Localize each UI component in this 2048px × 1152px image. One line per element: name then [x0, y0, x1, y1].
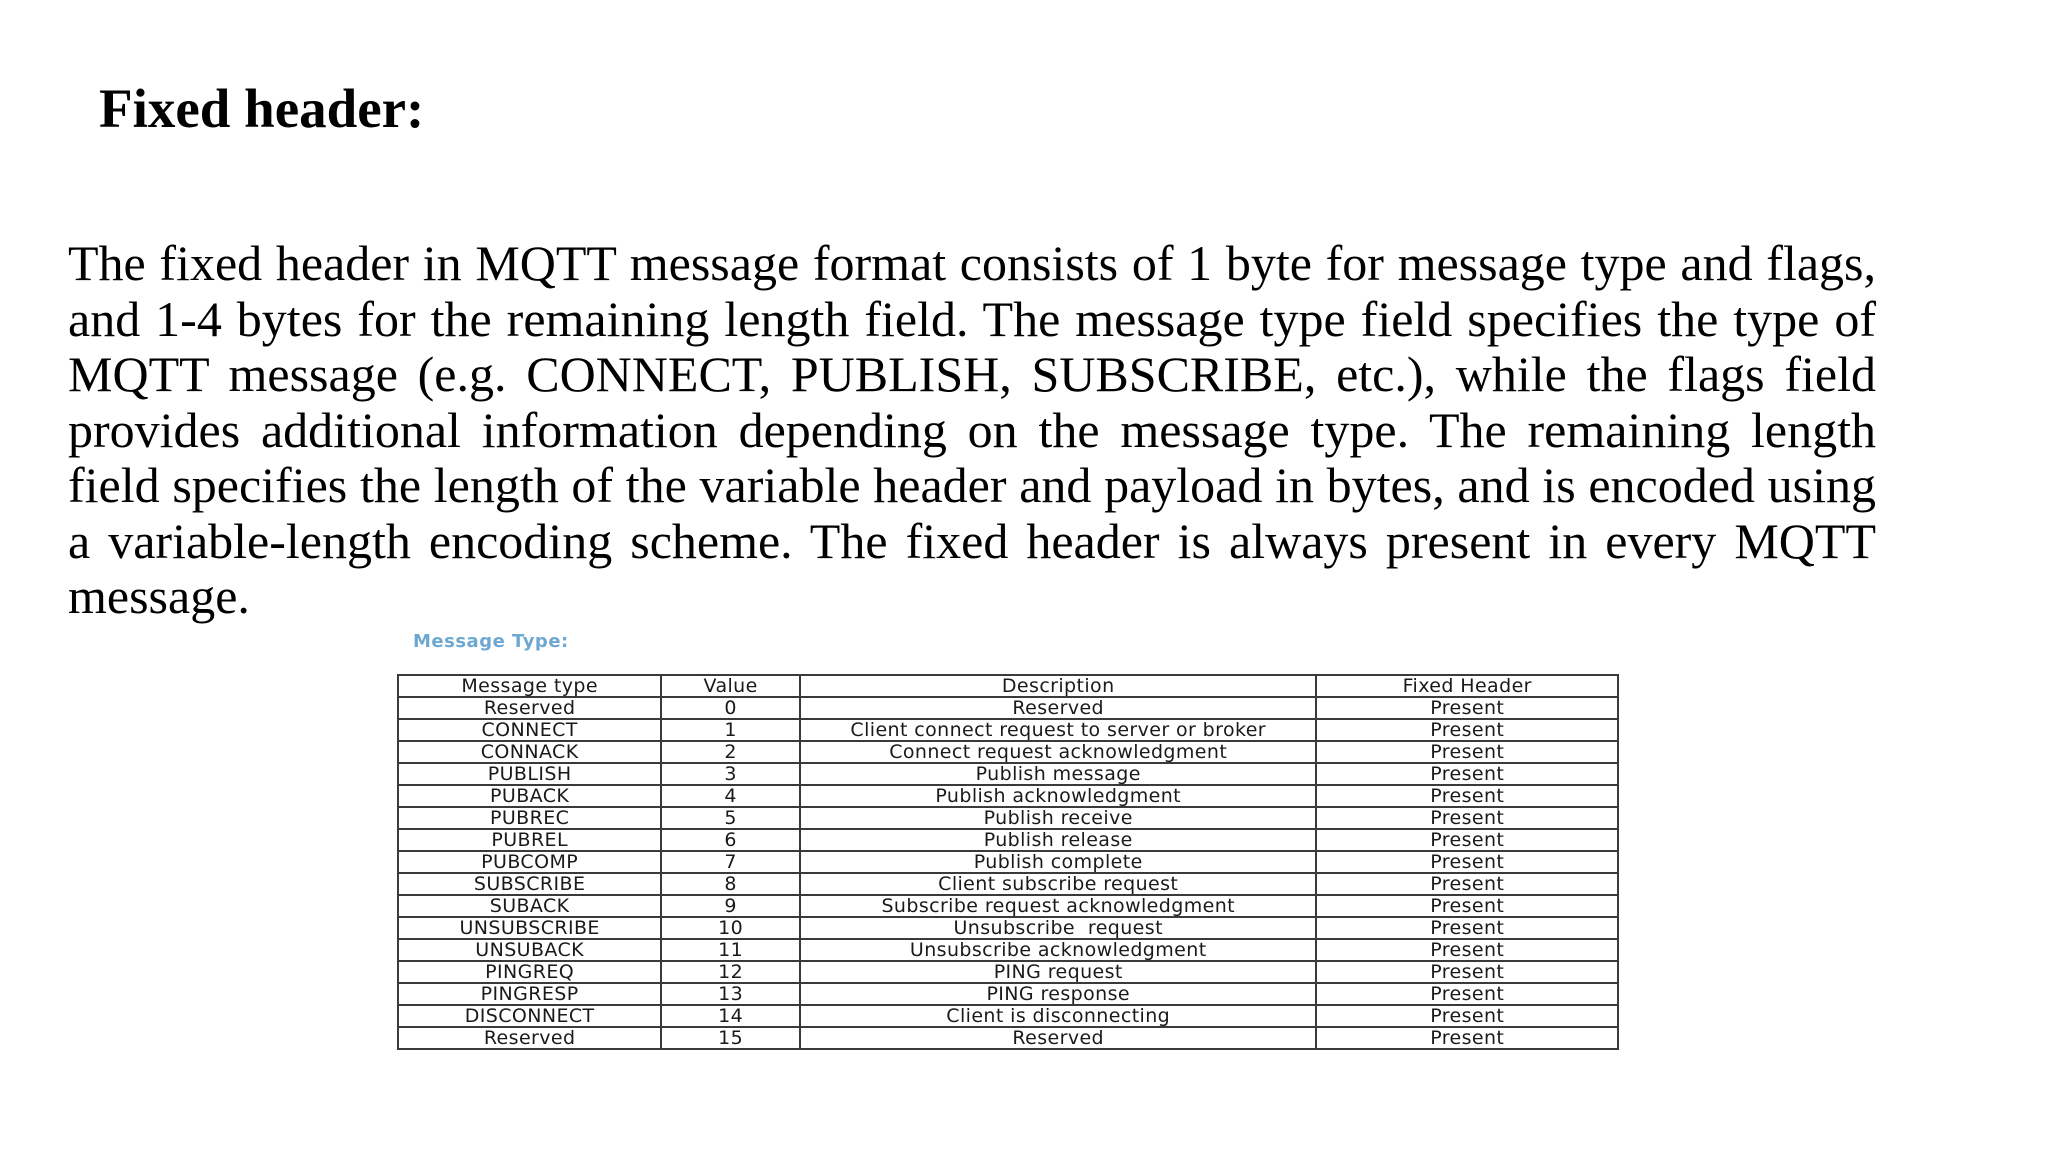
table-row: [398, 873, 1618, 895]
cell-description: PING request: [800, 961, 1317, 983]
table-row: [398, 939, 1618, 961]
cell-fixed-header: Present: [1316, 719, 1618, 741]
cell-message-type: Reserved: [398, 1027, 661, 1049]
cell-fixed-header: Present: [1316, 851, 1618, 873]
cell-message-type: CONNECT: [398, 719, 661, 741]
cell-description: Publish complete: [800, 851, 1317, 873]
cell-fixed-header: Present: [1316, 873, 1618, 895]
table-row: [398, 697, 1618, 719]
cell-fixed-header: Present: [1316, 939, 1618, 961]
cell-description: PING response: [800, 983, 1317, 1005]
cell-message-type: DISCONNECT: [398, 1005, 661, 1027]
cell-value: 6: [661, 829, 800, 851]
cell-description: Publish message: [800, 763, 1317, 785]
cell-message-type: PUBLISH: [398, 763, 661, 785]
table-row: [398, 785, 1618, 807]
cell-message-type: UNSUBSCRIBE: [398, 917, 661, 939]
cell-value: 15: [661, 1027, 800, 1049]
table-row: [398, 1027, 1618, 1049]
cell-value: 0: [661, 697, 800, 719]
slide-title: Fixed header:: [99, 78, 425, 139]
cell-fixed-header: Present: [1316, 1027, 1618, 1049]
table-row: [398, 983, 1618, 1005]
cell-fixed-header: Present: [1316, 917, 1618, 939]
cell-fixed-header: Present: [1316, 697, 1618, 719]
cell-description: Unsubscribe request: [800, 917, 1317, 939]
table-caption: Message Type:: [413, 631, 569, 652]
table-row: [398, 741, 1618, 763]
message-type-table: [397, 674, 1619, 1050]
cell-value: 5: [661, 807, 800, 829]
header-value: Value: [661, 675, 800, 697]
cell-message-type: PUBREL: [398, 829, 661, 851]
table-header-row: [398, 675, 1618, 697]
cell-description: Publish receive: [800, 807, 1317, 829]
cell-message-type: Reserved: [398, 697, 661, 719]
body-paragraph: The fixed header in MQTT message format consists of 1 byte for message type and flags, and 1-4 bytes for the remaining length field. The message type field specifies the type of MQTT message (e.g. CONNECT, PUBLISH, SUBSCRIBE, etc.), while the flags field provides additional information depending on the message type. The remaining length field specifies the length of the variable header and payload in bytes, and is encoded using a variable-length encoding scheme. The fixed header is always present in every MQTT message.: [68, 235, 1876, 624]
cell-fixed-header: Present: [1316, 785, 1618, 807]
cell-value: 10: [661, 917, 800, 939]
cell-fixed-header: Present: [1316, 763, 1618, 785]
cell-value: 3: [661, 763, 800, 785]
cell-description: Client connect request to server or broker: [800, 719, 1317, 741]
cell-description: Publish acknowledgment: [800, 785, 1317, 807]
table-row: [398, 763, 1618, 785]
cell-description: Publish release: [800, 829, 1317, 851]
cell-value: 13: [661, 983, 800, 1005]
cell-description: Reserved: [800, 697, 1317, 719]
cell-description: Unsubscribe acknowledgment: [800, 939, 1317, 961]
cell-fixed-header: Present: [1316, 961, 1618, 983]
cell-message-type: PUBREC: [398, 807, 661, 829]
table-row: [398, 807, 1618, 829]
cell-fixed-header: Present: [1316, 741, 1618, 763]
cell-description: Client subscribe request: [800, 873, 1317, 895]
table-row: [398, 1005, 1618, 1027]
cell-fixed-header: Present: [1316, 807, 1618, 829]
cell-value: 14: [661, 1005, 800, 1027]
cell-message-type: CONNACK: [398, 741, 661, 763]
cell-message-type: UNSUBACK: [398, 939, 661, 961]
cell-description: Subscribe request acknowledgment: [800, 895, 1317, 917]
table-row: [398, 851, 1618, 873]
cell-fixed-header: Present: [1316, 983, 1618, 1005]
cell-value: 9: [661, 895, 800, 917]
cell-message-type: PINGREQ: [398, 961, 661, 983]
cell-value: 7: [661, 851, 800, 873]
cell-value: 2: [661, 741, 800, 763]
cell-description: Client is disconnecting: [800, 1005, 1317, 1027]
cell-fixed-header: Present: [1316, 895, 1618, 917]
cell-fixed-header: Present: [1316, 829, 1618, 851]
cell-description: Reserved: [800, 1027, 1317, 1049]
cell-message-type: PUBACK: [398, 785, 661, 807]
cell-message-type: PUBCOMP: [398, 851, 661, 873]
table-row: [398, 961, 1618, 983]
header-message-type: Message type: [398, 675, 661, 697]
table-row: [398, 917, 1618, 939]
table-row: [398, 719, 1618, 741]
cell-message-type: SUBSCRIBE: [398, 873, 661, 895]
cell-value: 8: [661, 873, 800, 895]
cell-value: 4: [661, 785, 800, 807]
table-row: [398, 895, 1618, 917]
cell-description: Connect request acknowledgment: [800, 741, 1317, 763]
cell-value: 11: [661, 939, 800, 961]
cell-value: 1: [661, 719, 800, 741]
cell-fixed-header: Present: [1316, 1005, 1618, 1027]
cell-message-type: PINGRESP: [398, 983, 661, 1005]
header-fixed-header: Fixed Header: [1316, 675, 1618, 697]
table-row: [398, 829, 1618, 851]
cell-message-type: SUBACK: [398, 895, 661, 917]
header-description: Description: [800, 675, 1317, 697]
cell-value: 12: [661, 961, 800, 983]
